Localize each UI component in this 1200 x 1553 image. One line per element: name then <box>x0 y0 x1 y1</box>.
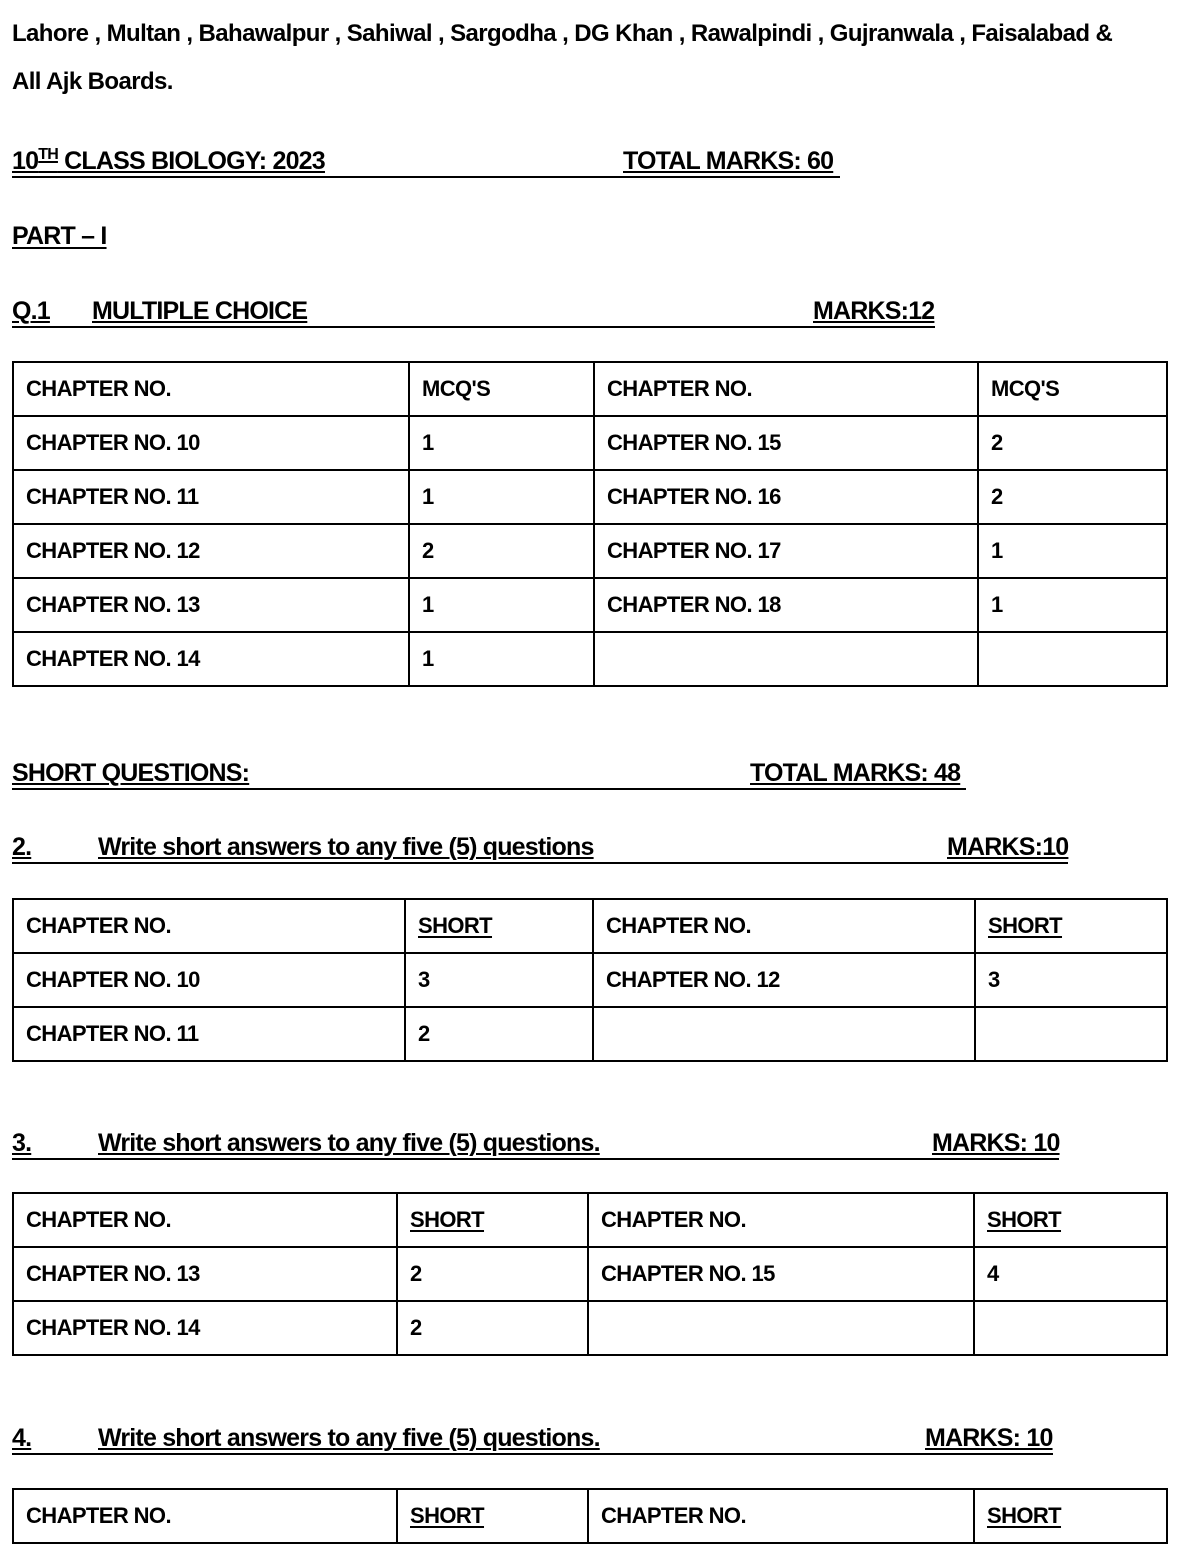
table-cell: 3 <box>975 953 1167 1007</box>
table-row <box>13 1007 1167 1061</box>
class-number: 10 <box>12 147 39 175</box>
table-cell: CHAPTER NO. 16 <box>594 470 978 524</box>
table-cell: CHAPTER NO. 13 <box>13 1247 397 1301</box>
table-cell: CHAPTER NO. 10 <box>13 953 405 1007</box>
table-row <box>13 470 1167 524</box>
header-cell: CHAPTER NO. <box>593 899 975 953</box>
header-cell: CHAPTER NO. <box>588 1193 974 1247</box>
table-cell: 4 <box>974 1247 1167 1301</box>
header-cell: SHORT <box>974 1193 1167 1247</box>
table-header-row <box>13 899 1167 953</box>
table-cell: 1 <box>409 470 594 524</box>
paper-title <box>12 146 840 178</box>
q4-table <box>12 1488 1168 1544</box>
short-questions-heading <box>12 758 966 790</box>
header-cell: SHORT <box>397 1489 588 1543</box>
header-cell: CHAPTER NO. <box>13 1193 397 1247</box>
header-cell: CHAPTER NO. <box>13 1489 397 1543</box>
header-cell: MCQ'S <box>409 362 594 416</box>
table-cell <box>974 1301 1167 1355</box>
header-cell: SHORT <box>397 1193 588 1247</box>
q2-table <box>12 898 1168 1062</box>
table-cell: 2 <box>978 416 1167 470</box>
q2-number: 2. <box>12 833 32 861</box>
table-cell: CHAPTER NO. 12 <box>13 524 409 578</box>
header-cell: CHAPTER NO. <box>13 362 409 416</box>
q3-heading <box>12 1128 1059 1160</box>
table-row <box>13 578 1167 632</box>
table-cell: 1 <box>409 632 594 686</box>
table-cell: CHAPTER NO. 14 <box>13 1301 397 1355</box>
table-cell <box>588 1301 974 1355</box>
table-header-row <box>13 362 1167 416</box>
q2-heading <box>12 832 1068 864</box>
boards-line-1: Lahore , Multan , Bahawalpur , Sahiwal , Sargodha , DG Khan , Rawalpindi , Gujranwala , Faisalabad & <box>12 20 1113 47</box>
q2-marks: MARKS:10 <box>947 833 1069 861</box>
table-cell: CHAPTER NO. 11 <box>13 470 409 524</box>
table-row <box>13 1301 1167 1355</box>
table-cell: CHAPTER NO. 14 <box>13 632 409 686</box>
table-cell: 2 <box>405 1007 593 1061</box>
q3-number: 3. <box>12 1129 32 1157</box>
mcq-table <box>12 361 1168 687</box>
q4-marks: MARKS: 10 <box>925 1424 1053 1452</box>
table-cell: CHAPTER NO. 12 <box>593 953 975 1007</box>
table-cell: CHAPTER NO. 15 <box>588 1247 974 1301</box>
table-header-row <box>13 1489 1167 1543</box>
table-cell: 3 <box>405 953 593 1007</box>
q1-heading <box>12 296 935 328</box>
table-cell: 1 <box>978 578 1167 632</box>
short-questions-total: TOTAL MARKS: 48 <box>750 759 961 787</box>
q1-label: MULTIPLE CHOICE <box>92 297 308 325</box>
header-cell: SHORT <box>405 899 593 953</box>
class-superscript: TH <box>38 146 58 163</box>
header-cell: SHORT <box>974 1489 1167 1543</box>
table-cell: CHAPTER NO. 13 <box>13 578 409 632</box>
part-heading: PART – I <box>12 222 107 250</box>
table-cell: 2 <box>978 470 1167 524</box>
table-row <box>13 632 1167 686</box>
boards-line-2: All Ajk Boards. <box>12 68 173 95</box>
q3-label: Write short answers to any five (5) questions. <box>98 1129 600 1157</box>
header-cell: SHORT <box>975 899 1167 953</box>
table-cell: CHAPTER NO. 18 <box>594 578 978 632</box>
header-cell: CHAPTER NO. <box>588 1489 974 1543</box>
total-marks: TOTAL MARKS: 60 <box>623 147 834 175</box>
short-questions-label: SHORT QUESTIONS: <box>12 759 250 787</box>
header-cell: CHAPTER NO. <box>594 362 978 416</box>
class-subject-year: CLASS BIOLOGY: 2023 <box>57 147 325 175</box>
table-cell <box>593 1007 975 1061</box>
header-cell: MCQ'S <box>978 362 1167 416</box>
table-cell: 1 <box>409 578 594 632</box>
table-cell: CHAPTER NO. 11 <box>13 1007 405 1061</box>
table-cell <box>978 632 1167 686</box>
table-row <box>13 1247 1167 1301</box>
q4-heading <box>12 1423 1053 1455</box>
table-row <box>13 416 1167 470</box>
table-cell: 1 <box>409 416 594 470</box>
q2-label: Write short answers to any five (5) questions <box>98 833 594 861</box>
q4-label: Write short answers to any five (5) questions. <box>98 1424 600 1452</box>
table-cell: 2 <box>397 1301 588 1355</box>
table-header-row <box>13 1193 1167 1247</box>
q3-marks: MARKS: 10 <box>932 1129 1060 1157</box>
table-cell <box>594 632 978 686</box>
q3-table <box>12 1192 1168 1356</box>
q4-number: 4. <box>12 1424 32 1452</box>
table-row <box>13 953 1167 1007</box>
q1-number: Q.1 <box>12 297 50 325</box>
table-cell: 1 <box>978 524 1167 578</box>
table-cell: 2 <box>397 1247 588 1301</box>
table-cell: CHAPTER NO. 17 <box>594 524 978 578</box>
table-cell <box>975 1007 1167 1061</box>
table-row <box>13 524 1167 578</box>
header-cell: CHAPTER NO. <box>13 899 405 953</box>
table-cell: CHAPTER NO. 10 <box>13 416 409 470</box>
table-cell: CHAPTER NO. 15 <box>594 416 978 470</box>
q1-marks: MARKS:12 <box>813 297 935 325</box>
table-cell: 2 <box>409 524 594 578</box>
